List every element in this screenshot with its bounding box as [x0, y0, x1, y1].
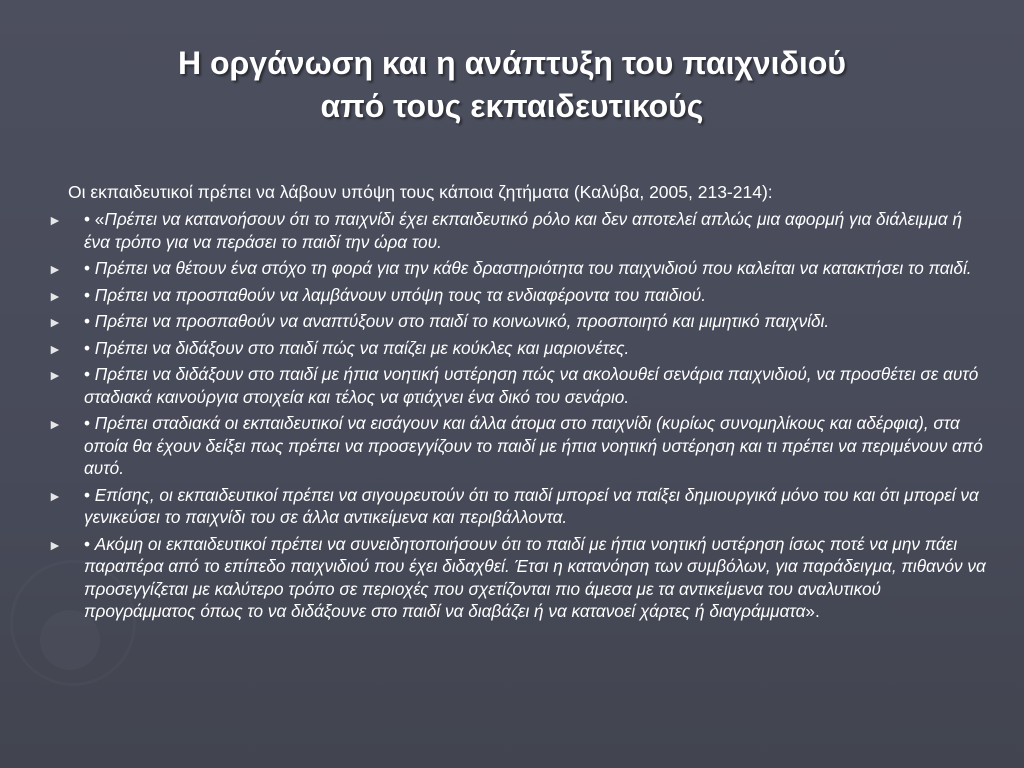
bullet-arrow-icon: ►	[48, 367, 62, 383]
bullet-list	[48, 208, 988, 627]
bullet-item-8	[48, 484, 988, 529]
bullet-item-2	[48, 257, 988, 280]
bullet-dot: •	[84, 284, 95, 305]
bullet-arrow-icon: ►	[48, 314, 62, 330]
bullet-arrow-icon: ►	[48, 487, 62, 504]
bullet-dot: •	[84, 413, 95, 433]
bullet-dot: •	[84, 484, 95, 505]
bullet-dot: •	[84, 337, 95, 358]
bullet-item-7	[48, 412, 988, 480]
close-quote: ».	[805, 601, 820, 621]
bullet-dot: •	[84, 311, 95, 331]
open-quote: «	[94, 209, 105, 229]
bullet-text: Πρέπει να διδάξουν στο παιδί με ήπια νοητική υστέρηση πώς να ακολουθεί σενάρια παιχνιδιού, να προσθέτει σε αυτό σταδιακά καινούργια στοιχεία και τέλος να φτιάχνει ένα δικό του σενάριο.	[84, 364, 979, 407]
slide-title-line-1: Η οργάνωση και η ανάπτυξη του παιχνιδιού	[177, 45, 847, 81]
intro-text: Οι εκπαιδευτικοί πρέπει να λάβουν υπόψη τους κάποια ζητήματα (Καλύβα, 2005, 213-214):	[68, 182, 773, 202]
bullet-item-1	[48, 208, 988, 253]
slide-title	[40, 42, 984, 128]
slide-title-line-2: από τους εκπαιδευτικούς	[320, 88, 704, 124]
bullet-item-6	[48, 363, 988, 408]
bullet-text: Πρέπει να διδάξουν στο παιδί πώς να παίζει με κούκλες και μαριονέτες.	[94, 337, 630, 358]
bullet-text: Ακόμη οι εκπαιδευτικοί πρέπει να συνειδητοποιήσουν ότι το παιδί με ήπια νοητική υστέρηση ίσως ποτέ να μην πάει παραπέρα από το επίπεδο παιχνιδιού που έχει διδαχθεί. Έτσι η κατανόηση των συμβόλων, για παράδειγμα, πιθανόν να προσεγγίζεται με καλύτερο τρόπο σε περιοχές που σχετίζονται πιο άμεσα με τα αντικείμενα του αναλυτικού προγράμματος όπως το να διδάξουνε στο παιδί να διαβάζει ή να κατανοεί χάρτες ή διαγράμματα	[84, 533, 986, 621]
bullet-item-5	[48, 337, 988, 360]
bullet-text: Πρέπει σταδιακά οι εκπαιδευτικοί να εισάγουν και άλλα άτομα στο παιχνίδι (κυρίως συνομηλίκους και αδέρφια), στα οποία θα έχουν δείξει πως πρέπει να προσεγγίζουν το παιδί με ήπια νοητική υστέρηση και τι πρέπει να περιμένουν από αυτό.	[84, 413, 983, 478]
bullet-dot: •	[84, 209, 95, 229]
bullet-arrow-icon: ►	[48, 416, 62, 432]
bullet-text: Πρέπει να θέτουν ένα στόχο τη φορά για την κάθε δραστηριότητα του παιχνιδιού που καλείται να κατακτήσει το παιδί.	[94, 258, 972, 278]
bullet-dot: •	[84, 364, 95, 384]
bullet-text: Πρέπει να προσπαθούν να λαμβάνουν υπόψη τους τα ενδιαφέροντα του παιδιού.	[94, 284, 707, 305]
bullet-arrow-icon: ►	[48, 287, 62, 304]
bullet-text: Πρέπει να προσπαθούν να αναπτύξουν στο παιδί το κοινωνικό, προσποιητό και μιμητικό παιχνίδι.	[94, 311, 830, 331]
bullet-item-9	[48, 533, 988, 623]
bullet-arrow-icon: ►	[48, 536, 62, 553]
bullet-dot: •	[84, 258, 95, 278]
bullet-dot: •	[84, 533, 95, 554]
bullet-arrow-icon: ►	[48, 340, 62, 357]
bullet-text: Πρέπει να κατανοήσουν ότι το παιχνίδι έχει εκπαιδευτικό ρόλο και δεν αποτελεί απλώς μια αφορμή για διάλειμμα ή ένα τρόπο για να περάσει το παιδί την ώρα του.	[84, 209, 962, 252]
bullet-text: Επίσης, οι εκπαιδευτικοί πρέπει να σιγουρευτούν ότι το παιδί μπορεί να παίξει δημιουργικά μόνο του και ότι μπορεί να γενικεύσει το παιχνίδι του σε άλλα αντικείμενα και περιβάλλοντα.	[84, 484, 979, 527]
bullet-item-4	[48, 310, 988, 333]
bullet-arrow-icon: ►	[48, 261, 62, 277]
bullet-arrow-icon: ►	[48, 212, 62, 228]
bullet-item-3	[48, 284, 988, 307]
